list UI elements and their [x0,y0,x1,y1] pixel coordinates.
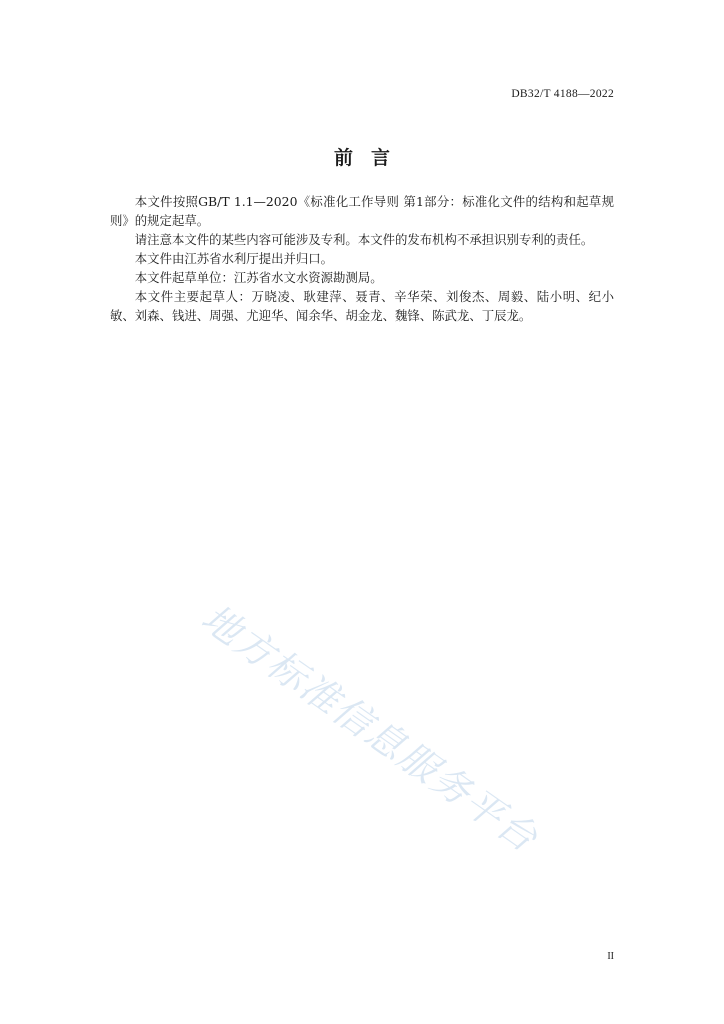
paragraph-proposer: 本文件由江苏省水利厅提出并归口。 [134,251,334,266]
paragraph-drafting-rules: 本文件按照GB/T 1.1—2020《标准化工作导则 第1部分：标准化文件的结构和起草规则》的规定起草。 [110,194,614,228]
foreword-body [110,192,614,325]
paragraph-drafters: 本文件主要起草人：万晓凌、耿建萍、聂青、辛华荣、刘俊杰、周毅、陆小明、纪小敏、刘森、钱进、周强、尤迎华、闻余华、胡金龙、魏锋、陈武龙、丁辰龙。 [110,289,614,323]
watermark: 地方标准信息服务平台 [193,595,547,862]
paragraph-patent-notice: 请注意本文件的某些内容可能涉及专利。本文件的发布机构不承担识别专利的责任。 [134,232,594,247]
page-number: II [607,951,614,962]
paragraph-drafting-unit: 本文件起草单位：江苏省水文水资源勘测局。 [134,270,383,285]
page-title: 前言 [333,147,408,169]
document-code: DB32/T 4188—2022 [511,88,614,100]
